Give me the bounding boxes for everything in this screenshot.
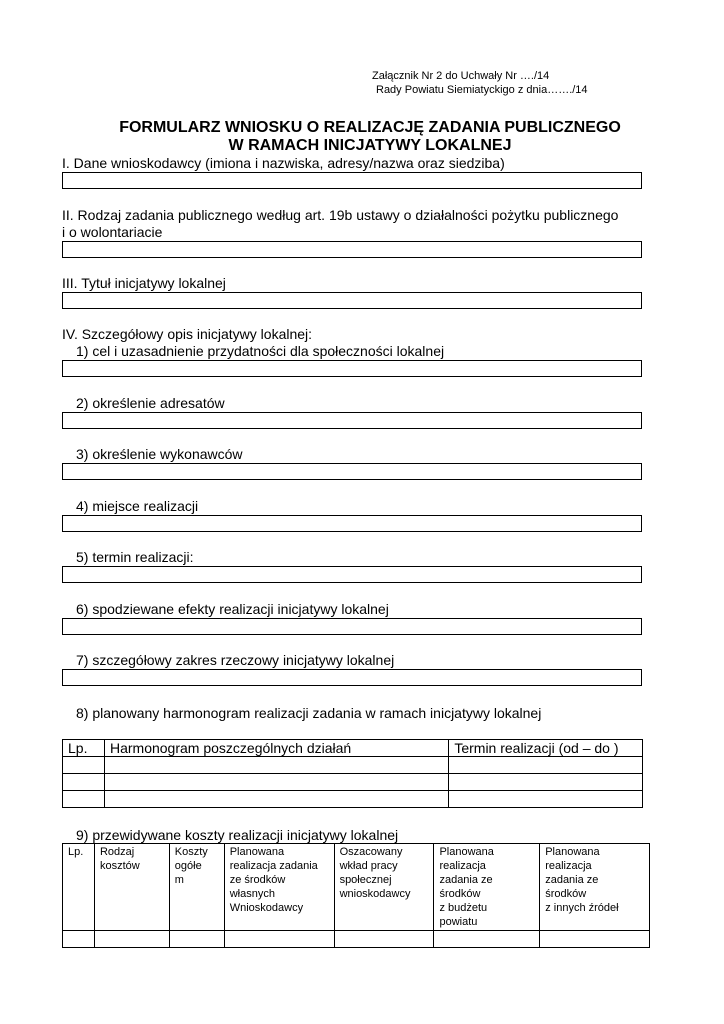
cost-table [62,843,650,948]
cost-header-text: Planowana [545,846,600,858]
table-row [63,791,643,808]
cost-header-text: ogółe [174,860,202,872]
schedule-header-row [63,740,643,757]
section-4-3-label: 3) określenie wykonawców [76,446,243,462]
schedule-header-lp: Lp. [63,740,105,757]
schedule-cell[interactable] [104,774,448,791]
cost-header-lp [63,844,95,931]
cost-header-text: z innych źródeł [545,902,619,914]
deadline-field[interactable] [62,566,642,583]
cost-header-text: powiatu [439,916,478,928]
cost-cell[interactable] [334,931,434,948]
cost-cell[interactable] [224,931,334,948]
section-4-5-label: 5) termin realizacji: [76,549,194,565]
cost-header-text: realizacja [439,860,486,872]
cost-header-text: realizacja zadania [229,860,318,872]
cost-cell[interactable] [63,931,95,948]
section-4-label: IV. Szczegółowy opis inicjatywy lokalnej: [62,326,313,342]
cost-header-text: wkład pracy [339,860,398,872]
table-row [63,931,650,948]
schedule-cell[interactable] [63,791,105,808]
cost-header-text: Planowana [439,846,494,858]
initiative-title-field[interactable] [62,292,642,309]
contractors-field[interactable] [62,463,642,480]
form-title-line1: FORMULARZ WNIOSKU O REALIZACJĘ ZADANIA PUBLICZNEGO [119,119,621,136]
recipients-field[interactable] [62,412,642,429]
cost-header-text: kosztów [99,860,140,872]
schedule-cell[interactable] [104,791,448,808]
cost-header-county-budget [434,844,540,931]
section-4-6-label: 6) spodziewane efekty realizacji inicjatywy lokalnej [76,601,389,617]
cost-header-text: Rodzaj [99,846,135,858]
form-title-line2: W RAMACH INICJATYWY LOKALNEJ [228,137,512,154]
schedule-header-term: Termin realizacji (od – do ) [449,740,643,757]
section-4-4-label: 4) miejsce realizacji [76,498,199,514]
cost-header-text: środków [545,888,587,900]
cost-header-text: realizacja [545,860,592,872]
cost-header-text: społecznej [339,874,392,886]
section-3-label: III. Tytuł inicjatywy lokalnej [62,275,226,291]
cost-cell[interactable] [540,931,650,948]
task-type-field[interactable] [62,241,642,258]
cost-header-text: ze środków [229,874,286,886]
section-4-1-label: 1) cel i uzasadnienie przydatności dla społeczności lokalnej [76,343,445,359]
location-field[interactable] [62,515,642,532]
cost-header-text: Wnioskodawcy [229,902,304,914]
cost-header-text: wnioskodawcy [339,888,411,900]
schedule-table [62,739,643,808]
schedule-cell[interactable] [449,757,643,774]
cost-cell[interactable] [169,931,224,948]
cost-header-text: Planowana [229,846,285,858]
schedule-cell[interactable] [449,791,643,808]
cost-header-row [63,844,650,931]
table-row [63,757,643,774]
cost-header-text: Oszacowany [339,846,403,858]
section-4-9-label: 9) przewidywane koszty realizacji inicjatywy lokalnej [76,827,399,843]
cost-cell[interactable] [94,931,169,948]
cost-cell[interactable] [434,931,540,948]
cost-header-text: m [174,874,184,886]
schedule-cell[interactable] [63,757,105,774]
cost-header-text: zadania ze [439,874,493,886]
cost-header-social-work [334,844,434,931]
schedule-header-actions: Harmonogram poszczególnych działań [104,740,448,757]
section-4-2-label: 2) określenie adresatów [76,395,225,411]
cost-header-text: środków [439,888,481,900]
expected-effects-field[interactable] [62,618,642,635]
table-row [63,774,643,791]
schedule-cell[interactable] [449,774,643,791]
section-4-8-label: 8) planowany harmonogram realizacji zadania w ramach inicjatywy lokalnej [76,705,542,721]
section-2-label-line2: i o wolontariacie [62,224,163,240]
cost-header-text: z budżetu [439,902,488,914]
attachment-reference: Załącznik Nr 2 do Uchwały Nr …./14 [372,70,550,82]
section-2-label-line1: II. Rodzaj zadania publicznego według art. 19b ustawy o działalności pożytku publicznego [62,207,619,223]
schedule-cell[interactable] [63,774,105,791]
cost-header-text: Lp. [68,846,84,858]
section-4-7-label: 7) szczegółowy zakres rzeczowy inicjatywy lokalnej [76,652,395,668]
section-1-label: I. Dane wnioskodawcy (imiona i nazwiska, adresy/nazwa oraz siedziba) [62,155,505,171]
scope-field[interactable] [62,669,642,686]
cost-header-own-funds [224,844,334,931]
cost-header-text: własnych [229,888,275,900]
cost-header-text: Koszty [174,846,208,858]
cost-header-type [94,844,169,931]
purpose-field[interactable] [62,360,642,377]
applicant-data-field[interactable] [62,172,642,189]
cost-header-other-sources [540,844,650,931]
cost-header-text: zadania ze [545,874,599,886]
cost-header-total [169,844,224,931]
schedule-cell[interactable] [104,757,448,774]
council-reference: Rady Powiatu Siemiatyckigo z dnia……./14 [376,84,588,96]
